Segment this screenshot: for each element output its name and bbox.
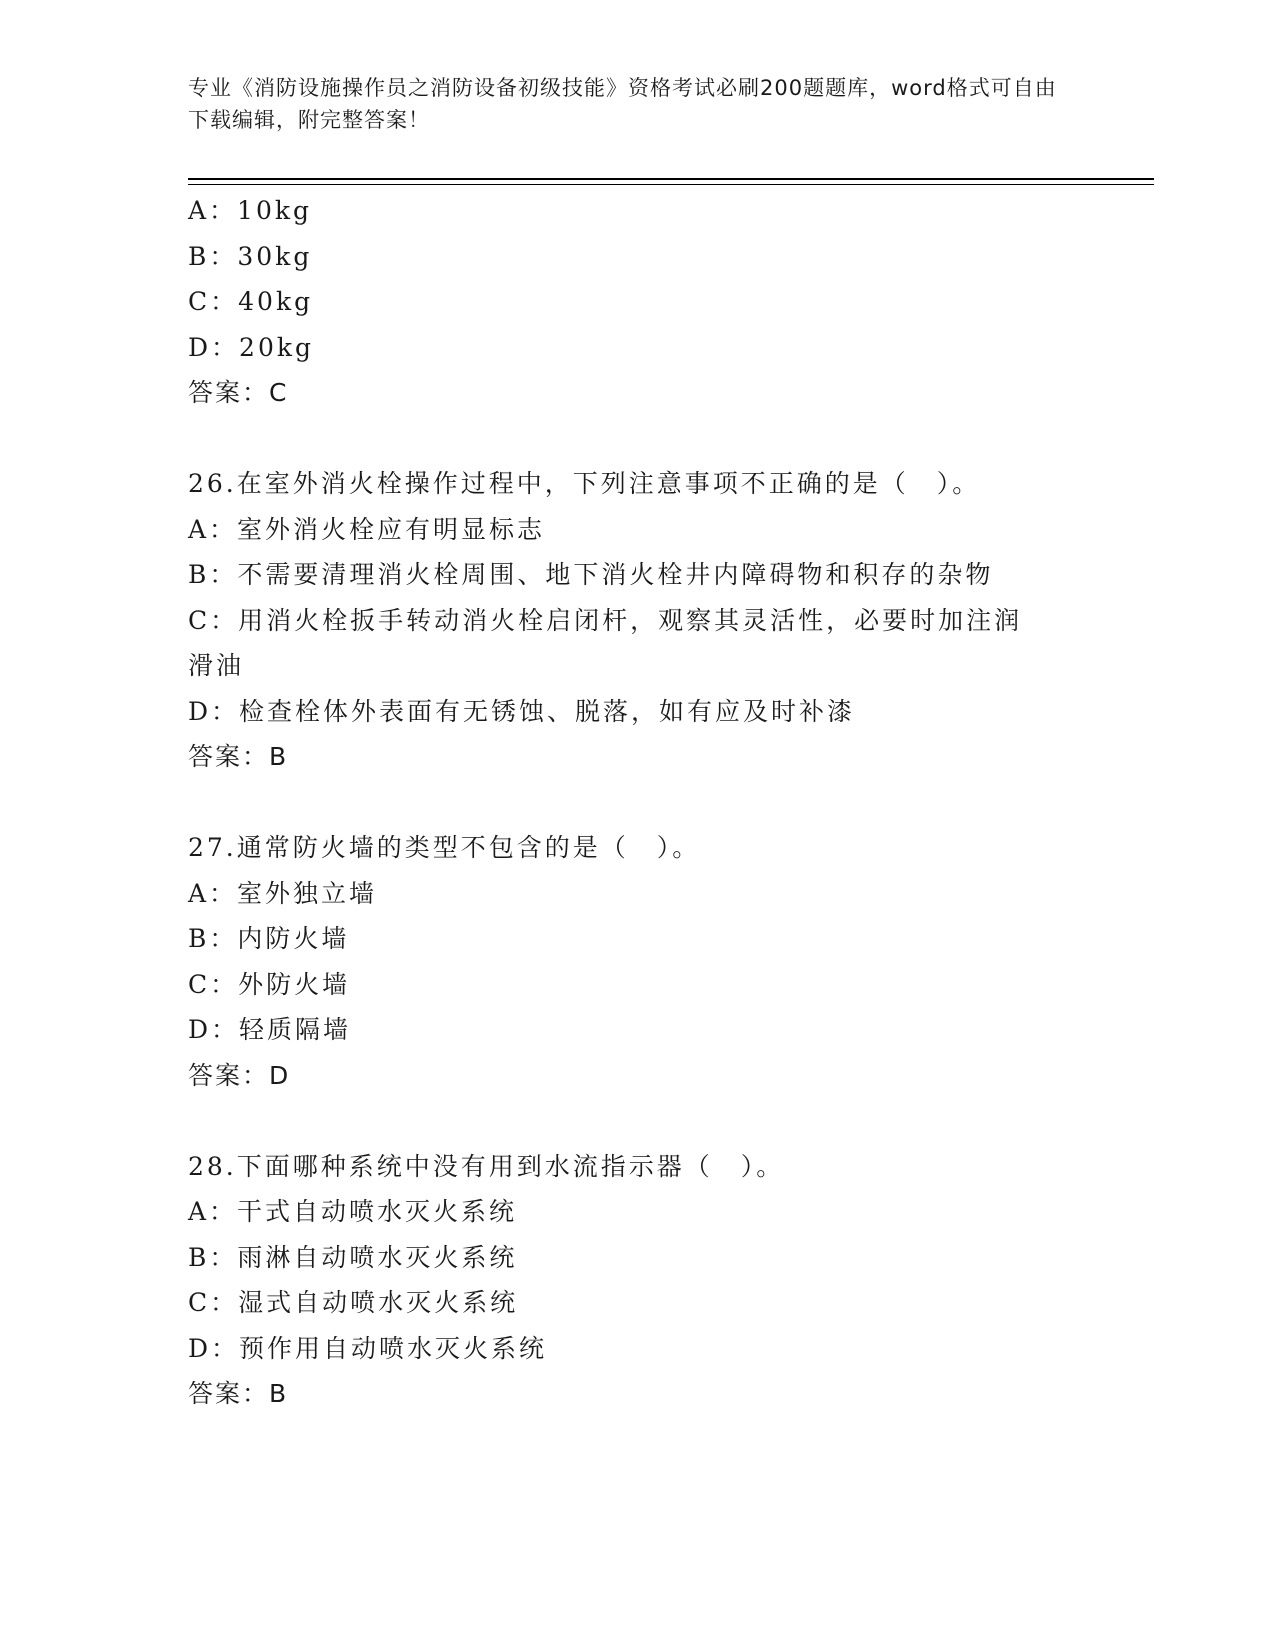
option-c: C：外防火墙 — [188, 969, 351, 999]
option-b: B：内防火墙 — [188, 924, 350, 953]
question-list — [188, 188, 1088, 1417]
question-27-block — [188, 825, 1088, 1098]
option-d: D：检查栓体外表面有无锈蚀、脱落，如有应及时补漆 — [188, 696, 856, 726]
option-a: A：室外消火栓应有明显标志 — [188, 514, 546, 544]
option-a: A：室外独立墙 — [188, 878, 378, 908]
question-26-block — [188, 461, 1088, 780]
option-b: B：30kg — [188, 241, 313, 271]
question-25-block — [188, 188, 1088, 416]
answer-line: 答案：D — [188, 1060, 291, 1090]
answer-line: 答案：B — [188, 1379, 289, 1408]
question-text: 27.通常防火墙的类型不包含的是（ ）。 — [188, 833, 701, 862]
spacer — [188, 416, 1088, 462]
question-28-block — [188, 1144, 1088, 1417]
spacer — [188, 780, 1088, 826]
option-b: B：不需要清理消火栓周围、地下消火栓井内障碍物和积存的杂物 — [188, 560, 994, 589]
option-b: B：雨淋自动喷水灭火系统 — [188, 1242, 518, 1272]
page-header: 专业《消防设施操作员之消防设备初级技能》资格考试必刷200题题库，word格式可自由下载编辑，附完整答案！ — [188, 76, 1057, 132]
question-text: 26.在室外消火栓操作过程中，下列注意事项不正确的是（ ）。 — [188, 469, 981, 498]
answer-line: 答案：C — [188, 378, 289, 407]
option-d: D：预作用自动喷水灭火系统 — [188, 1333, 548, 1363]
question-text: 28.下面哪种系统中没有用到水流指示器（ ）。 — [188, 1151, 785, 1181]
option-d: D：轻质隔墙 — [188, 1015, 352, 1044]
spacer — [188, 1098, 1088, 1144]
option-c: C：湿式自动喷水灭火系统 — [188, 1288, 519, 1317]
option-a: A：10kg — [188, 196, 313, 225]
header-divider-thick — [188, 178, 1154, 180]
option-c: C：40kg — [188, 287, 314, 316]
option-a: A：干式自动喷水灭火系统 — [188, 1197, 518, 1226]
answer-line: 答案：B — [188, 742, 289, 771]
option-d: D：20kg — [188, 332, 315, 362]
option-c: C：用消火栓扳手转动消火栓启闭杆，观察其灵活性，必要时加注润滑油 — [188, 605, 1023, 680]
header-divider-thin — [188, 184, 1154, 185]
